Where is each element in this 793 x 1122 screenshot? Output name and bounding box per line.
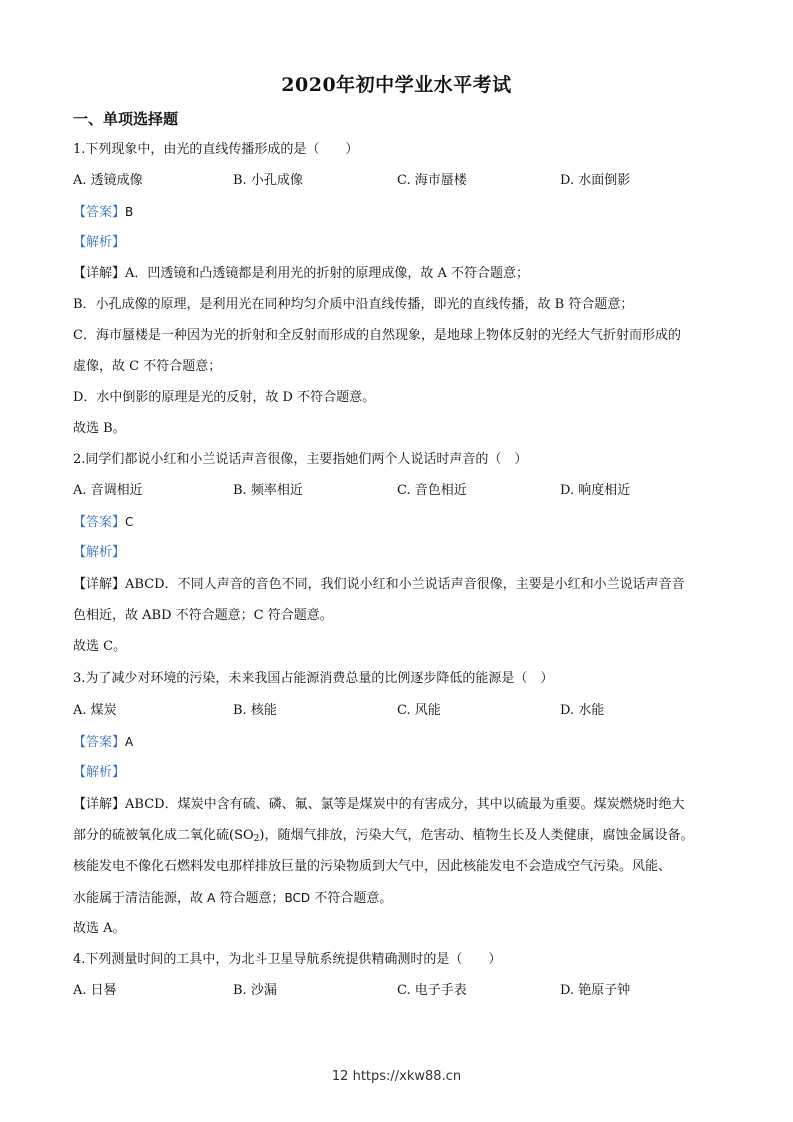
detail-label: 【详解】 bbox=[73, 266, 126, 281]
answer-value: B bbox=[125, 205, 134, 219]
detail-text: ABCD．不同人声音的音色不同，我们说小红和小兰说话声音很像，主要是小红和小兰说话声音音 bbox=[125, 577, 685, 592]
q3-option-a: A. 煤炭 bbox=[73, 703, 117, 718]
question-4-stem: 4.下列测量时间的工具中，为北斗卫星导航系统提供精确测时的是（ ） bbox=[73, 952, 502, 967]
so2-subscript: 2 bbox=[253, 834, 260, 844]
question-1-stem: 1.下列现象中，由光的直线传播形成的是（ ） bbox=[73, 142, 359, 157]
answer-label: 【答案】 bbox=[73, 515, 126, 530]
question-3-stem: 3.为了减少对环境的污染，未来我国占能源消费总量的比例逐步降低的能源是（ ） bbox=[73, 671, 554, 686]
q3-option-d: D. 水能 bbox=[560, 703, 605, 718]
q3-detail-line-1 bbox=[73, 796, 733, 814]
q1-option-d: D. 水面倒影 bbox=[560, 173, 631, 188]
detail-label: 【详解】 bbox=[73, 577, 126, 592]
q4-option-d: D. 铯原子钟 bbox=[560, 983, 631, 998]
q3-detail-line-3: 核能发电不像化石燃料发电那样排放巨量的污染物质到大气中，因此核能发电不会造成空气污染。风能、 bbox=[73, 859, 672, 874]
q1-answer bbox=[73, 203, 733, 222]
q1-option-c: C. 海市蜃楼 bbox=[397, 173, 467, 188]
q2-option-a: A. 音调相近 bbox=[73, 483, 143, 498]
q3-detail-line-4 bbox=[73, 889, 733, 908]
q3-option-c: C. 风能 bbox=[397, 703, 441, 718]
option-letters-bcd: BCD bbox=[284, 891, 311, 905]
q1-detail-line-2: B．小孔成像的原理，是利用光在同种均匀介质中沿直线传播，即光的直线传播，故 B 符合题意； bbox=[73, 297, 634, 312]
detail-text: 不符合题意。 bbox=[314, 891, 393, 906]
q3-conclusion: 故选 A。 bbox=[73, 921, 126, 936]
answer-value: A bbox=[125, 735, 134, 749]
q2-option-d: D. 响度相近 bbox=[560, 483, 631, 498]
answer-label: 【答案】 bbox=[73, 735, 126, 750]
page-title: 2020年初中学业水平考试 bbox=[281, 74, 512, 96]
q4-option-a: A. 日晷 bbox=[73, 983, 117, 998]
q1-detail-line-5: D．水中倒影的原理是光的反射，故 D 不符合题意。 bbox=[73, 390, 376, 405]
q2-detail-line-2: 色相近，故 ABD 不符合题意；C 符合题意。 bbox=[73, 608, 333, 623]
q1-detail-line-4: 虚像，故 C 不符合题意； bbox=[73, 359, 222, 374]
q1-option-b: B. 小孔成像 bbox=[233, 173, 303, 188]
detail-text: 水能属于清洁能源，故 bbox=[73, 891, 204, 906]
detail-label: 【详解】 bbox=[73, 797, 126, 812]
analysis-label: 【解析】 bbox=[73, 545, 126, 560]
q2-conclusion: 故选 C。 bbox=[73, 639, 127, 654]
q2-option-b: B. 频率相近 bbox=[233, 483, 303, 498]
q1-conclusion: 故选 B。 bbox=[73, 421, 126, 436]
answer-value: C bbox=[125, 515, 134, 529]
detail-text: A．凹透镜和凸透镜都是利用光的折射的原理成像，故 A 不符合题意； bbox=[125, 266, 530, 281]
question-2-stem: 2.同学们都说小红和小兰说话声音很像，主要指她们两个人说话时声音的（ ） bbox=[73, 452, 528, 467]
q3-detail-line-2 bbox=[73, 827, 733, 845]
so2-text-post: )，随烟气排放，污染大气，危害动、植物生长及人类健康，腐蚀金属设备。 bbox=[259, 828, 694, 843]
q4-option-b: B. 沙漏 bbox=[233, 983, 277, 998]
q2-detail-line-1 bbox=[73, 576, 733, 594]
q2-analysis-label bbox=[73, 544, 733, 562]
page-footer: 12 https://xkw88.cn bbox=[331, 1069, 462, 1084]
q2-option-c: C. 音色相近 bbox=[397, 483, 467, 498]
q2-answer bbox=[73, 513, 733, 532]
analysis-label: 【解析】 bbox=[73, 765, 126, 780]
q3-answer bbox=[73, 733, 733, 752]
q4-option-c: C. 电子手表 bbox=[397, 983, 467, 998]
q1-analysis-label bbox=[73, 234, 733, 252]
section-heading: 一、单项选择题 bbox=[73, 110, 179, 128]
detail-text: ABCD．煤炭中含有硫、磷、氟、氯等是煤炭中的有害成分，其中以硫最为重要。煤炭燃烧时绝大 bbox=[125, 797, 685, 812]
q1-option-a: A. 透镜成像 bbox=[73, 173, 143, 188]
answer-label: 【答案】 bbox=[73, 205, 126, 220]
detail-text: 符合题意； bbox=[219, 891, 285, 906]
option-letter-a: A bbox=[207, 891, 216, 905]
so2-text-pre: 部分的硫被氧化成二氧化硫(SO bbox=[73, 828, 254, 843]
q1-detail-line-1 bbox=[73, 265, 733, 283]
q1-detail-line-3: C．海市蜃楼是一种因为光的折射和全反射而形成的自然现象，是地球上物体反射的光经大气折射而形成的 bbox=[73, 328, 681, 343]
analysis-label: 【解析】 bbox=[73, 235, 126, 250]
q3-option-b: B. 核能 bbox=[233, 703, 277, 718]
q3-analysis-label bbox=[73, 764, 733, 782]
